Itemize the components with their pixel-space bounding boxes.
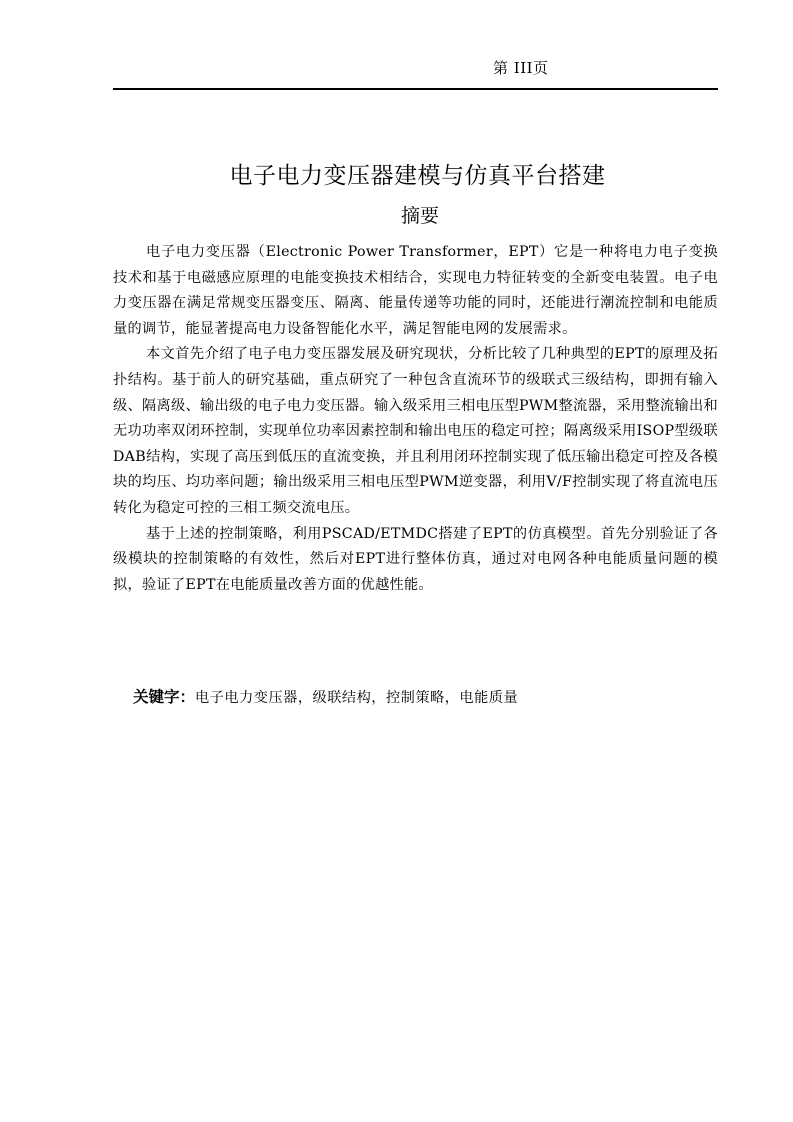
keywords-line bbox=[133, 684, 718, 711]
page-header bbox=[0, 58, 793, 78]
header-rule bbox=[113, 88, 718, 90]
abstract-heading: 摘要 bbox=[400, 205, 439, 227]
abstract-paragraph: 基于上述的控制策略，利用PSCAD/ETMDC搭建了EPT的仿真模型。首先分别验证了各级模块的控制策略的有效性，然后对EPT进行整体仿真，通过对电网各种电能质量问题的模拟，验证了EPT在电能质量改善方面的优越性能。 bbox=[113, 525, 718, 593]
abstract-body bbox=[113, 240, 718, 598]
keywords-text: 电子电力变压器，级联结构，控制策略，电能质量 bbox=[195, 690, 519, 706]
abstract-paragraph: 本文首先介绍了电子电力变压器发展及研究现状，分析比较了几种典型的EPT的原理及拓扑结构。基于前人的研究基础，重点研究了一种包含直流环节的级联式三级结构，即拥有输入级、隔离级、输出级的电子电力变压器。输入级采用三相电压型PWM整流器，采用整流输出和无功功率双闭环控制，实现单位功率因素控制和输出电压的稳定可控；隔离级采用ISOP型级联DAB结构，实现了高压到低压的直流变换，并且利用闭环控制实现了低压输出稳定可控及各模块的均压、均功率问题；输出级采用三相电压型PWM逆变器，利用V/F控制实现了将直流电压转化为稳定可控的三相工频交流电压。 bbox=[113, 346, 718, 516]
abstract-paragraph: 电子电力变压器（Electronic Power Transformer，EPT）它是一种将电力电子变换技术和基于电磁感应原理的电能变换技术相结合，实现电力特征转变的全新变电装置。电子电力变压器在满足常规变压器变压、隔离、能量传递等功能的同时，还能进行潮流控制和电能质量的调节，能显著提高电力设备智能化水平，满足智能电网的发展需求。 bbox=[113, 244, 718, 337]
keywords-label: 关键字： bbox=[133, 688, 196, 706]
page-number: 第 III页 bbox=[493, 59, 549, 77]
document-title: 电子电力变压器建模与仿真平台搭建 bbox=[229, 163, 606, 189]
